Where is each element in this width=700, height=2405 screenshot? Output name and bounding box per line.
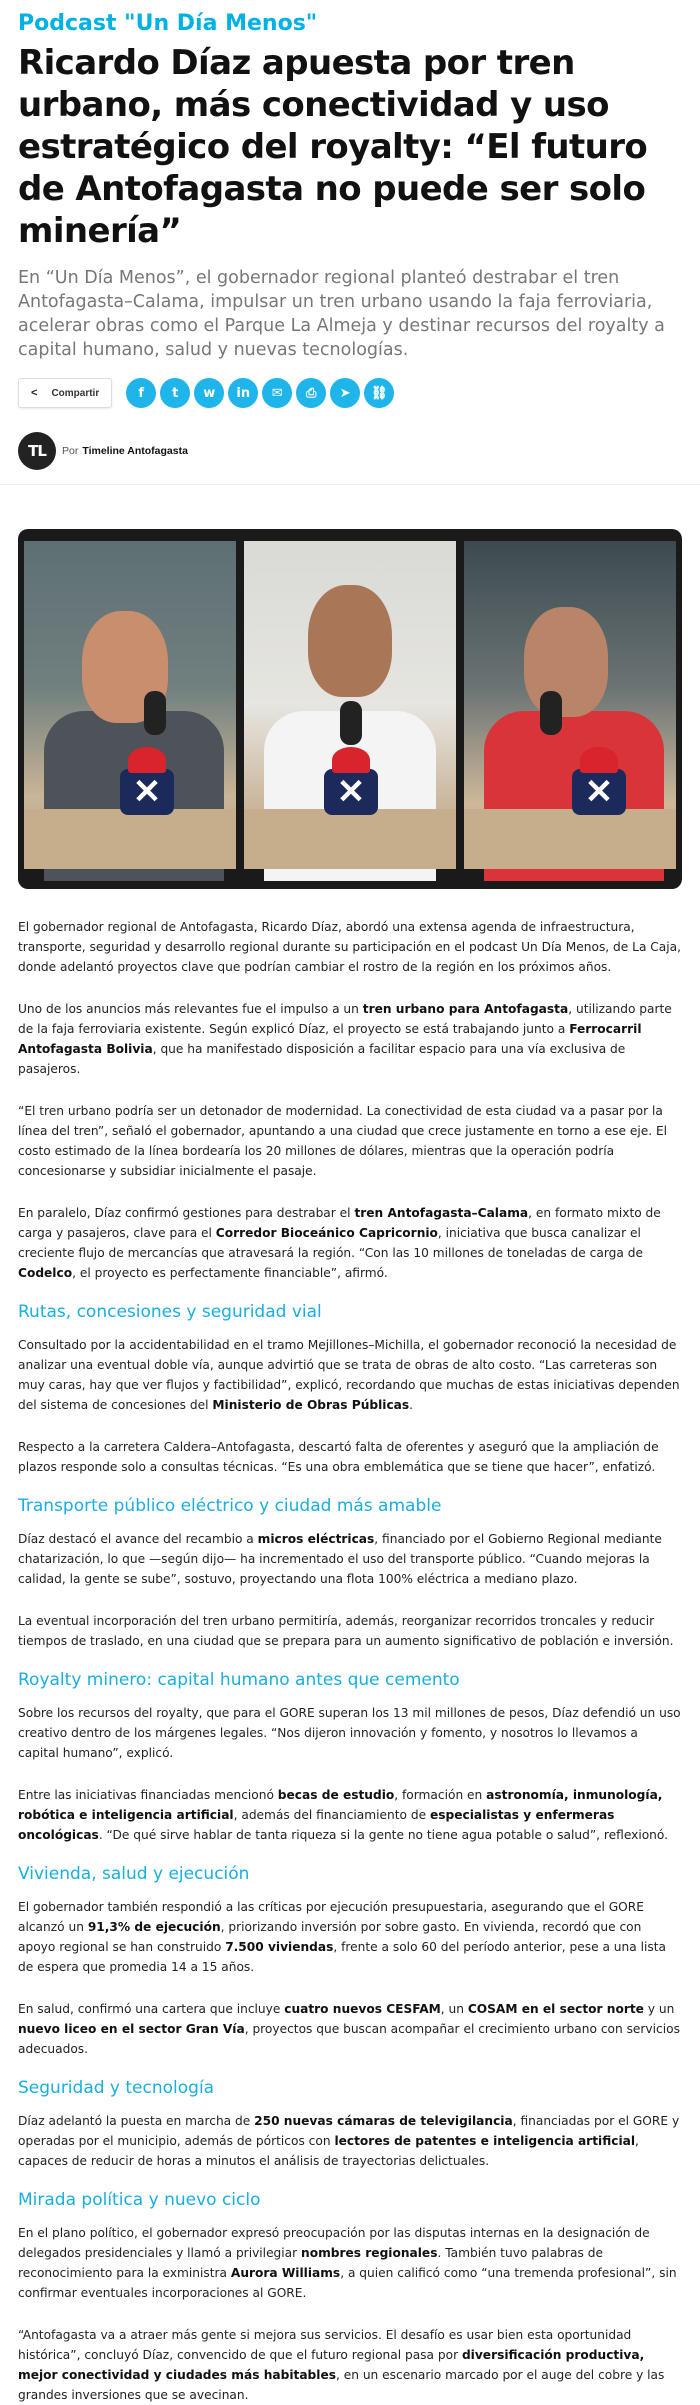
- photo-panel-right: [464, 541, 676, 869]
- article-kicker: Podcast "Un Día Menos": [18, 11, 318, 36]
- text-run: , iniciativa que busca canalizar el creciente flujo de mercancías que atravesará la región. “Con las 10 millones de toneladas de carga de: [18, 1226, 643, 1260]
- paragraph: La eventual incorporación del tren urbano permitiría, además, reorganizar recorridos troncales y reducir tiempos de traslado, en una ciudad que se prepara para un aumento significativo de población e inversión.: [18, 1614, 674, 1648]
- text-run: , un: [440, 2002, 468, 2016]
- desk-center: [244, 809, 456, 869]
- bold-run: Aurora Williams: [230, 2266, 341, 2280]
- text-run: , que ha manifestado disposición a facilitar espacio para una vía exclusiva de pasajeros.: [18, 1042, 626, 1076]
- paragraph: [18, 2325, 682, 2405]
- text-run: , además del financiamiento de: [233, 1808, 430, 1822]
- text-run: “Antofagasta va a atraer más gente si mejora sus servicios. El desafío es usar bien esta oportunidad histórica”, concluyó Díaz, convencido de que el futuro regional pasa por: [18, 2328, 632, 2362]
- text-run: Entre las iniciativas financiadas mencionó: [18, 1788, 278, 1802]
- paragraph: [18, 1203, 682, 1283]
- article-header: [0, 0, 700, 470]
- section-heading: Seguridad y tecnología: [18, 2078, 215, 2098]
- text-run: , financiadas por el GORE y operadas por el municipio, además de pórticos con: [18, 2114, 680, 2148]
- bold-run: lectores de patentes e inteligencia artificial: [334, 2134, 636, 2148]
- text-run: , el proyecto es perfectamente financiable”, afirmó.: [72, 1266, 388, 1280]
- paragraph: [18, 1897, 682, 1977]
- bold-run: COSAM en el sector norte: [467, 2002, 644, 2016]
- text-run: , financiado por el Gobierno Regional mediante chatarización, lo que —según dijo— ha incrementado el uso del transporte público. “Cuando mejoras la calidad, la gente se sube”, sostuvo, proyectando una flota 100% eléctrica a mediano plazo.: [18, 1532, 662, 1586]
- bold-run: tren Antofagasta–Calama: [354, 1206, 529, 1220]
- text-run: Díaz adelantó la puesta en marcha de: [18, 2114, 255, 2128]
- whatsapp-icon[interactable]: w: [194, 378, 224, 408]
- text-run: , en un escenario marcado por el auge del cobre y las grandes inversiones que se avecinan.: [18, 2368, 665, 2402]
- paragraph: [18, 999, 682, 1079]
- byline-prefix: Por: [62, 445, 79, 457]
- person-right-head: [524, 607, 608, 717]
- copy-link-icon[interactable]: ⛓: [364, 378, 394, 408]
- paragraph: [18, 1529, 682, 1589]
- text-run: En salud, confirmó una cartera que incluye: [18, 2002, 285, 2016]
- section-heading: Rutas, concesiones y seguridad vial: [18, 1302, 322, 1322]
- bold-run: Codelco: [18, 1266, 73, 1280]
- bold-run: nombres regionales: [301, 2246, 438, 2260]
- text-run: En paralelo, Díaz confirmó gestiones para destrabar el: [18, 1206, 355, 1220]
- text-run: y un: [643, 2002, 675, 2016]
- header-divider: [0, 484, 700, 485]
- text-run: , proyectos que buscan acompañar el crecimiento urbano con servicios adecuados.: [18, 2022, 680, 2056]
- bold-run: 250 nuevas cámaras de televigilancia: [254, 2114, 513, 2128]
- text-run: . “De qué sirve hablar de tanta riqueza si la gente no tiene agua potable o salud”, reflexionó.: [98, 1828, 669, 1842]
- paragraph: [18, 2111, 682, 2171]
- bold-run: micros eléctricas: [257, 1532, 375, 1546]
- x-mark-center: ✕: [336, 773, 366, 811]
- paragraph: [18, 1785, 682, 1845]
- text-run: Consultado por la accidentabilidad en el tramo Mejillones–Michilla, el gobernador reconoció la necesidad de analizar una eventual doble vía, aunque advirtió que se trata de obras de alto costo. “Las carreteras son muy caras, hay que ver flujos y factibilidad”, explicó, recordando que muchas de estas iniciativas dependen del sistema de concesiones del: [18, 1338, 680, 1412]
- twitter-icon[interactable]: t: [160, 378, 190, 408]
- text-run: Díaz destacó el avance del recambio a: [18, 1532, 258, 1546]
- paragraph: [18, 1999, 682, 2059]
- article-body: [0, 917, 700, 2405]
- text-run: , en formato mixto de carga y pasajeros, clave para el: [18, 1206, 661, 1240]
- photo-panel-center: [244, 541, 456, 869]
- article-headline: Ricardo Díaz apuesta por tren urbano, más conectividad y uso estratégico del royalty: “El futuro de Antofagasta no puede ser solo minería”: [18, 43, 648, 251]
- text-run: , capaces de reducir de horas a minutos el análisis de trayectorias delictuales.: [18, 2134, 639, 2168]
- section-heading: Royalty minero: capital humano antes que cemento: [18, 1670, 460, 1690]
- bold-run: astronomía, inmunología, robótica e inteligencia artificial: [18, 1788, 663, 1822]
- x-mark-left: ✕: [132, 773, 162, 811]
- microphone-left: [144, 691, 166, 735]
- author-byline: [18, 432, 682, 470]
- microphone-center: [340, 701, 362, 745]
- facebook-icon[interactable]: f: [126, 378, 156, 408]
- text-run: El gobernador también respondió a las críticas por ejecución presupuestaria, asegurando que el GORE alcanzó un: [18, 1900, 644, 1934]
- text-run: , formación en: [394, 1788, 487, 1802]
- share-label: Compartir: [51, 387, 100, 399]
- text-run: , utilizando parte de la faja ferroviaria existente. Según explicó Díaz, el proyecto se está trabajando junto a: [18, 1002, 672, 1036]
- telegram-icon[interactable]: ➤: [330, 378, 360, 408]
- bold-run: Corredor Bioceánico Capricornio: [215, 1226, 438, 1240]
- paragraph: [18, 2223, 682, 2303]
- bold-run: 7.500 viviendas: [225, 1940, 334, 1954]
- linkedin-icon[interactable]: in: [228, 378, 258, 408]
- bold-run: cuatro nuevos CESFAM: [284, 2002, 441, 2016]
- bold-run: Ministerio de Obras Públicas: [212, 1398, 410, 1412]
- paragraph: Sobre los recursos del royalty, que para el GORE superan los 13 mil millones de pesos, Díaz defendió un uso creativo dentro de los márgenes legales. “Nos dijeron innovación y fomento, y nosotros lo llevamos a capital humano”, explicó.: [18, 1706, 681, 1760]
- paragraph: El gobernador regional de Antofagasta, Ricardo Díaz, abordó una extensa agenda de infraestructura, transporte, seguridad y desarrollo regional durante su participación en el podcast Un Día Menos, de La Caja, donde adelantó proyectos clave que podrían cambiar el rostro de la región en los próximos años.: [18, 920, 681, 974]
- text-run: , a quien calificó como “una tremenda profesional”, sin confirmar eventuales incorporaciones al GORE.: [18, 2266, 677, 2300]
- email-icon[interactable]: ✉: [262, 378, 292, 408]
- share-bar: [18, 376, 682, 410]
- microphone-right: [540, 691, 562, 735]
- photo-panel-left: [24, 541, 236, 869]
- author-avatar[interactable]: TL: [18, 432, 56, 470]
- author-name-link[interactable]: Timeline Antofagasta: [82, 445, 188, 457]
- bold-run: nuevo liceo en el sector Gran Vía: [18, 2022, 245, 2036]
- text-run: En el plano político, el gobernador expresó preocupación por las disputas internas en la designación de delegados presidenciales y llamó a privilegiar: [18, 2226, 650, 2260]
- bold-run: becas de estudio: [277, 1788, 395, 1802]
- x-mark-right: ✕: [584, 773, 614, 811]
- red-button-left: [120, 769, 174, 815]
- share-button[interactable]: [18, 378, 112, 408]
- person-center-head: [308, 585, 392, 697]
- section-heading: Mirada política y nuevo ciclo: [18, 2190, 261, 2210]
- section-heading: Transporte público eléctrico y ciudad más amable: [18, 1496, 442, 1516]
- text-run: . También tuvo palabras de reconocimiento para la exministra: [18, 2246, 603, 2280]
- paragraph: “El tren urbano podría ser un detonador de modernidad. La conectividad de esta ciudad va a pasar por la línea del tren”, señaló el gobernador, apuntando a una ciudad que crece justamente en torno a ese eje. El costo estimado de la línea bordearía los 20 millones de dólares, mientras que la operación podría concesionarse y subsidiar inicialmente el pasaje.: [18, 1104, 668, 1178]
- bold-run: diversificación productiva, mejor conectividad y ciudades más habitables: [18, 2348, 645, 2382]
- red-button-center: [324, 769, 378, 815]
- bold-run: Ferrocarril Antofagasta Bolivia: [18, 1022, 642, 1056]
- bold-run: 91,3% de ejecución: [87, 1920, 221, 1934]
- section-heading: Vivienda, salud y ejecución: [18, 1864, 250, 1884]
- red-button-right: [572, 769, 626, 815]
- share-icon: <: [31, 387, 38, 399]
- bold-run: especialistas y enfermeras oncológicas: [18, 1808, 615, 1842]
- article-photo: [18, 529, 682, 889]
- paragraph: [18, 1335, 682, 1415]
- desk-right: [464, 809, 676, 869]
- print-icon[interactable]: ⎙: [296, 378, 326, 408]
- text-run: Uno de los anuncios más relevantes fue el impulso a un: [18, 1002, 363, 1016]
- text-run: .: [409, 1398, 414, 1412]
- desk-left: [24, 809, 236, 869]
- article-lead: En “Un Día Menos”, el gobernador regional planteó destrabar el tren Antofagasta–Calama, impulsar un tren urbano usando la faja ferroviaria, acelerar obras como el Parque La Almeja y destinar recursos del royalty a capital humano, salud y nuevas tecnologías.: [18, 268, 665, 360]
- bold-run: tren urbano para Antofagasta: [362, 1002, 569, 1016]
- paragraph: Respecto a la carretera Caldera–Antofagasta, descartó falta de oferentes y aseguró que la ampliación de plazos responde solo a consultas técnicas. “Es una obra emblemática que se tiene que hacer”, enfatizó.: [18, 1440, 659, 1474]
- text-run: , priorizando inversión por sobre gasto. En vivienda, recordó que con apoyo regional se han construido: [18, 1920, 642, 1954]
- text-run: , frente a solo 60 del período anterior, pese a una lista de espera que promedia 14 a 15 años.: [18, 1940, 666, 1974]
